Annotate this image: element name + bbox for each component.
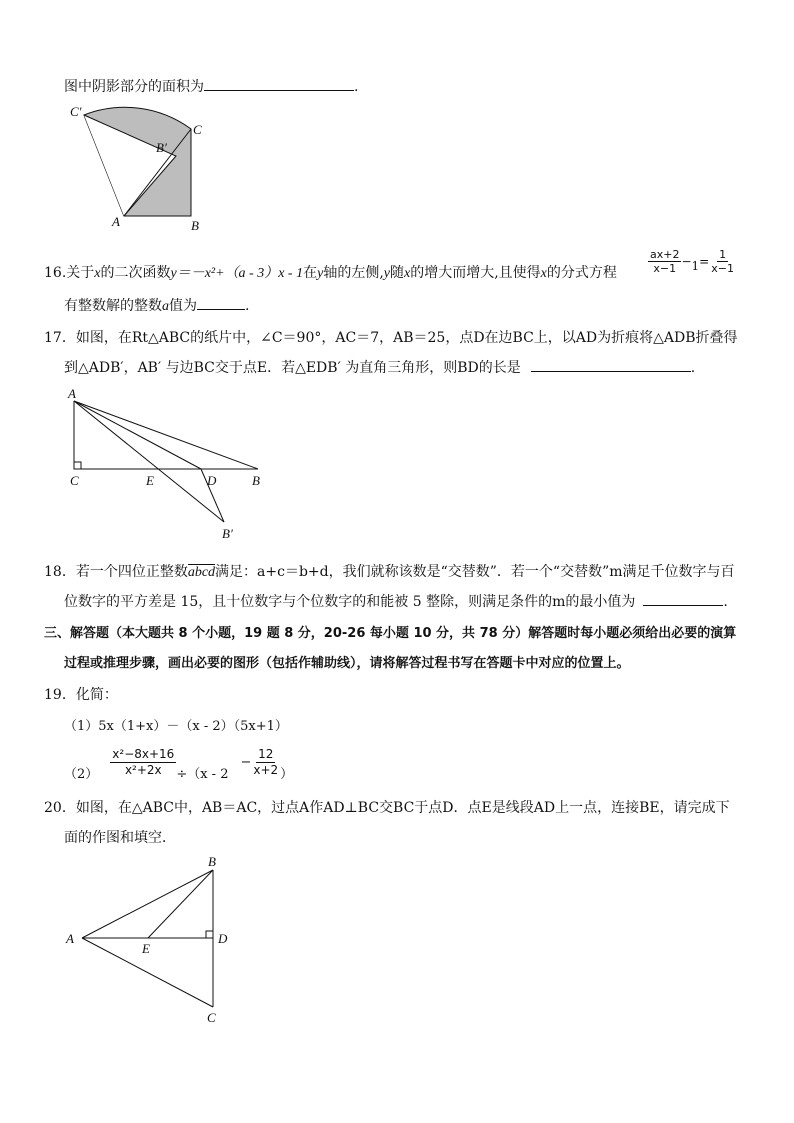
q18-text-2: 满足：a+c＝b+d，我们就称该数是“交替数”．若一个“交替数”m满足千位数字与百 (215, 564, 735, 580)
label-e: E (146, 473, 154, 488)
q19-frac2-den: x+2 (253, 763, 279, 777)
q16-text-8: 有整数解的整数 (64, 298, 162, 314)
label-e: E (142, 941, 150, 956)
q16-frac2-num: 1 (719, 248, 727, 261)
q17-text: 到△ADB′，AB′ 与边BC交于点E．若△EDB′ 为直角三角形，则BD的长是 (64, 360, 521, 376)
q16-one: 1 (691, 258, 700, 273)
q18-line2 (64, 591, 728, 611)
q16-text-9: 值为 (169, 298, 197, 314)
q16-end: . (245, 298, 250, 314)
label-b-prime: B′ (222, 526, 233, 541)
section3-line2: 过程或推理步骤，画出必要的图形（包括作辅助线），请将解答过程书写在答题卡中对应的位置上。 (64, 656, 630, 671)
q17-answer-blank[interactable] (531, 357, 691, 372)
q16-var-x2: x (404, 266, 411, 281)
q16-text-4: 轴的左侧, (323, 265, 384, 281)
q19-part2-label: （2） (64, 767, 99, 782)
figure-20 (60, 850, 250, 1030)
segment-be (148, 870, 213, 938)
figure-17 (62, 385, 272, 545)
label-b: B (252, 473, 260, 488)
right-angle-mark (206, 931, 213, 938)
q19-fraction-1 (110, 747, 176, 778)
q16-equation (648, 248, 736, 275)
label-c: C (70, 473, 79, 488)
label-c-prime: C′ (70, 104, 82, 119)
segment-ab (82, 870, 213, 938)
label-a: A (66, 931, 74, 946)
q19-close-paren: ） (280, 767, 294, 782)
q16-var-a: a (162, 299, 169, 314)
right-angle-mark (74, 462, 81, 469)
q18-answer-blank[interactable] (643, 591, 723, 606)
q16-line2 (64, 295, 249, 315)
q16-text-1: 关于 (66, 265, 95, 281)
q16-frac1-num: ax+2 (650, 248, 680, 261)
segment-ab-prime (74, 401, 224, 522)
label-b-prime: B′ (156, 140, 167, 155)
label-d: D (207, 473, 217, 488)
q18-text-3: 位数字的平方差是 15，且十位数字与个位数字的和能被 5 整除，则满足条件的m的最小值为 (64, 594, 636, 610)
q19-title: 19．化简： (44, 687, 118, 703)
q16-answer-blank[interactable] (197, 295, 245, 310)
q17-end: . (690, 360, 696, 376)
q19-fraction-2 (251, 747, 280, 778)
q16-frac1-den: x−1 (653, 262, 677, 275)
q19-frac2-num: 12 (258, 747, 274, 761)
q16-equals: = (699, 254, 710, 269)
q16-number: 16. (44, 265, 67, 281)
q18-text-1: 18．若一个四位正整数 (44, 564, 188, 580)
q19-divide: ÷（x - 2 (176, 767, 229, 782)
q16-frac2-den: x−1 (711, 262, 734, 275)
q19-part1: （1）5x（1+x）－（x - 2）（5x+1） (64, 719, 288, 734)
q16-text-2: 的二次函数 (100, 265, 171, 281)
q16-var-y: y (317, 266, 324, 281)
q16-text-5: 随 (390, 265, 404, 281)
q16-text-6: 的增大而增大,且使得 (410, 265, 541, 281)
q16-var-x3: x (540, 266, 547, 281)
q18-line1 (44, 561, 735, 581)
q15-tail (64, 76, 358, 96)
label-b: B (191, 218, 199, 233)
q18-end: . (723, 594, 728, 610)
q19-part2 (64, 747, 294, 782)
label-a: A (68, 386, 76, 401)
segment-ad (74, 401, 201, 469)
q16-function: y＝－x²+（a - 3）x - 1 (170, 266, 304, 281)
label-c: C (193, 122, 202, 137)
q16-text-7: 的分式方程 (546, 265, 617, 281)
label-c: C (207, 1010, 216, 1025)
q20-line1: 20．如图，在△ABC中，AB＝AC，过点A作AD⊥BC交BC于点D．点E是线段AD上一点，连接BE，请完成下 (44, 800, 730, 816)
q16-var-x: x (94, 266, 101, 281)
label-b: B (208, 854, 216, 869)
q19-minus: − (240, 755, 252, 770)
q18-overline-number: abcd (187, 565, 216, 580)
q20-line2: 面的作图和填空． (64, 830, 176, 846)
q17-line1: 17．如图，在Rt△ABC的纸片中，∠C＝90°，AC＝7，AB＝25，点D在边BC上，以AD为折痕将△ADB折叠得 (44, 330, 738, 346)
q16-text-3: 在 (303, 265, 318, 281)
figure-15 (60, 100, 220, 235)
q15-text: 图中阴影部分的面积为 (64, 79, 204, 95)
q15-end: . (354, 79, 359, 95)
label-d: D (218, 931, 228, 946)
label-a: A (112, 214, 120, 229)
q16-var-y2: y (383, 266, 390, 281)
q16-line1 (44, 262, 617, 282)
section3-line1: 三、解答题（本大题共 8 个小题，19 题 8 分，20-26 每小题 10 分，共 78 分）解答题时每小题必须给出必要的演算 (44, 626, 737, 641)
q19-frac1-num: x²−8x+16 (112, 747, 175, 761)
q15-answer-blank[interactable] (204, 76, 354, 91)
q16-fraction-1 (648, 248, 681, 275)
q16-minus: − (681, 254, 692, 269)
q16-fraction-2 (709, 248, 736, 275)
segment-ab (74, 401, 258, 469)
q19-frac1-den: x²+2x (124, 763, 162, 777)
q17-line2 (64, 357, 695, 377)
